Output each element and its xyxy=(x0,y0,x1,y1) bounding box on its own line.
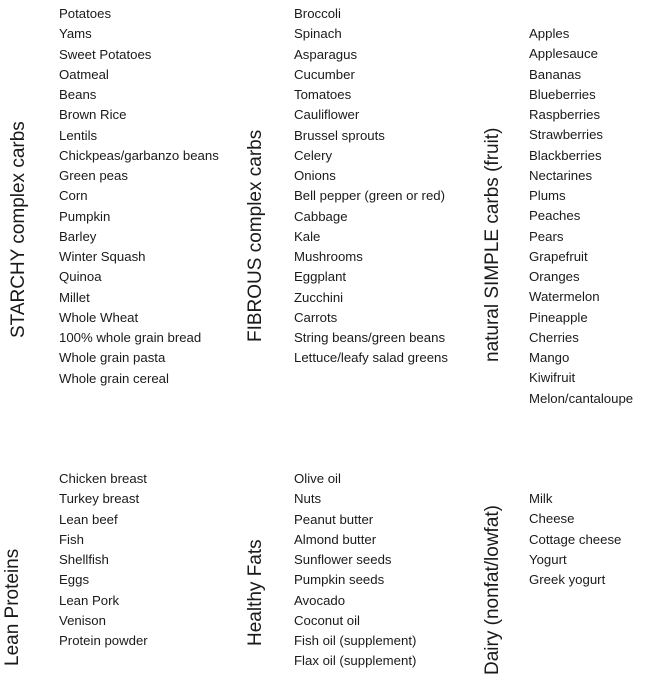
list-item: Avocado xyxy=(294,592,346,608)
list-item: Whole grain cereal xyxy=(59,370,169,386)
list-item: Winter Squash xyxy=(59,249,146,264)
list-item: Fish xyxy=(59,531,84,547)
list-item: Mango xyxy=(529,350,570,365)
list-item: Pears xyxy=(529,228,564,244)
list-item: Blackberries xyxy=(529,147,602,163)
dairy-section-label: Dairy (nonfat/lowfat) xyxy=(482,504,503,675)
list-item: Kiwifruit xyxy=(529,370,576,386)
starchy-items-list xyxy=(59,4,219,389)
list-item: Olive oil xyxy=(294,471,341,486)
fibrous-items-list xyxy=(294,4,448,369)
list-item: Grapefruit xyxy=(529,248,588,264)
list-item: Broccoli xyxy=(294,6,341,21)
list-item: Cottage cheese xyxy=(529,531,622,547)
list-item: Almond butter xyxy=(294,531,377,547)
list-item: Bananas xyxy=(529,66,582,82)
list-item: Strawberries xyxy=(529,127,604,143)
list-item: Peaches xyxy=(529,208,581,224)
list-item: Coconut oil xyxy=(294,612,360,628)
fats-items-list xyxy=(294,469,416,672)
list-item: Yogurt xyxy=(529,551,567,567)
list-item: Green peas xyxy=(59,168,128,183)
list-item: Blueberries xyxy=(529,86,596,102)
list-item: Chickpeas/garbanzo beans xyxy=(59,147,219,163)
list-item: Nectarines xyxy=(529,167,593,183)
list-item: Kale xyxy=(294,228,321,244)
list-item: Cheese xyxy=(529,511,575,527)
list-item: Brown Rice xyxy=(59,107,127,123)
proteins-section-label: Lean Proteins xyxy=(2,548,23,666)
list-item: Oranges xyxy=(529,269,580,284)
list-item: Turkey breast xyxy=(59,491,140,507)
list-item: Cabbage xyxy=(294,208,348,224)
list-item: Asparagus xyxy=(294,46,358,62)
list-item: Sweet Potatoes xyxy=(59,46,152,62)
list-item: Tomatoes xyxy=(294,87,352,102)
list-item: Applesauce xyxy=(529,46,598,62)
list-item: Apples xyxy=(529,26,570,41)
list-item: Protein powder xyxy=(59,633,148,648)
list-item: Cauliflower xyxy=(294,107,360,123)
fibrous-section-label: FIBROUS complex carbs xyxy=(245,129,266,342)
simple-items-list xyxy=(529,24,633,409)
list-item: Corn xyxy=(59,188,88,204)
list-item: Onions xyxy=(294,168,336,183)
list-item: Mushrooms xyxy=(294,249,363,264)
list-item: Carrots xyxy=(294,309,338,325)
list-item: Beans xyxy=(59,87,97,102)
list-item: Melon/cantaloupe xyxy=(529,390,634,406)
list-item: Lean beef xyxy=(59,511,118,527)
list-item: Eggplant xyxy=(294,269,347,285)
list-item: Bell pepper (green or red) xyxy=(294,188,446,204)
list-item: String beans/green beans xyxy=(294,330,446,345)
list-item: Lettuce/leafy salad greens xyxy=(294,350,448,366)
list-item: Lentils xyxy=(59,127,98,143)
list-item: Potatoes xyxy=(59,6,112,21)
list-item: Lean Pork xyxy=(59,592,120,608)
list-item: Whole grain pasta xyxy=(59,350,166,366)
list-item: Cucumber xyxy=(294,66,355,82)
list-item: Greek yogurt xyxy=(529,572,606,587)
list-item: Nuts xyxy=(294,491,322,507)
list-item: Fish oil (supplement) xyxy=(294,633,417,648)
list-item: Cherries xyxy=(529,329,579,345)
list-item: Shellfish xyxy=(59,552,109,567)
list-item: Flax oil (supplement) xyxy=(294,653,417,669)
list-item: Peanut butter xyxy=(294,511,374,527)
list-item: Zucchini xyxy=(294,289,344,305)
list-item: Chicken breast xyxy=(59,471,147,486)
list-item: Celery xyxy=(294,147,333,163)
list-item: Sunflower seeds xyxy=(294,552,392,567)
list-item: Plums xyxy=(529,188,566,203)
dairy-items-list xyxy=(529,489,621,590)
list-item: Eggs xyxy=(59,572,90,588)
list-item: Pumpkin xyxy=(59,208,111,224)
list-item: Brussel sprouts xyxy=(294,127,385,143)
list-item: Spinach xyxy=(294,26,342,42)
list-item: Watermelon xyxy=(529,289,600,305)
list-item: Venison xyxy=(59,612,106,628)
list-item: Pineapple xyxy=(529,309,588,325)
list-item: Milk xyxy=(529,491,553,506)
list-item: Quinoa xyxy=(59,269,102,285)
list-item: Oatmeal xyxy=(59,66,109,82)
proteins-items-list xyxy=(59,469,148,651)
list-item: Whole Wheat xyxy=(59,309,139,325)
list-item: Yams xyxy=(59,26,92,42)
list-item: 100% whole grain bread xyxy=(59,330,202,345)
list-item: Pumpkin seeds xyxy=(294,572,385,588)
list-item: Millet xyxy=(59,289,90,305)
simple-section-label: natural SIMPLE carbs (fruit) xyxy=(482,127,503,362)
list-item: Raspberries xyxy=(529,107,601,122)
list-item: Barley xyxy=(59,228,97,244)
starchy-section-label: STARCHY complex carbs xyxy=(8,121,29,338)
fats-section-label: Healthy Fats xyxy=(245,539,266,646)
